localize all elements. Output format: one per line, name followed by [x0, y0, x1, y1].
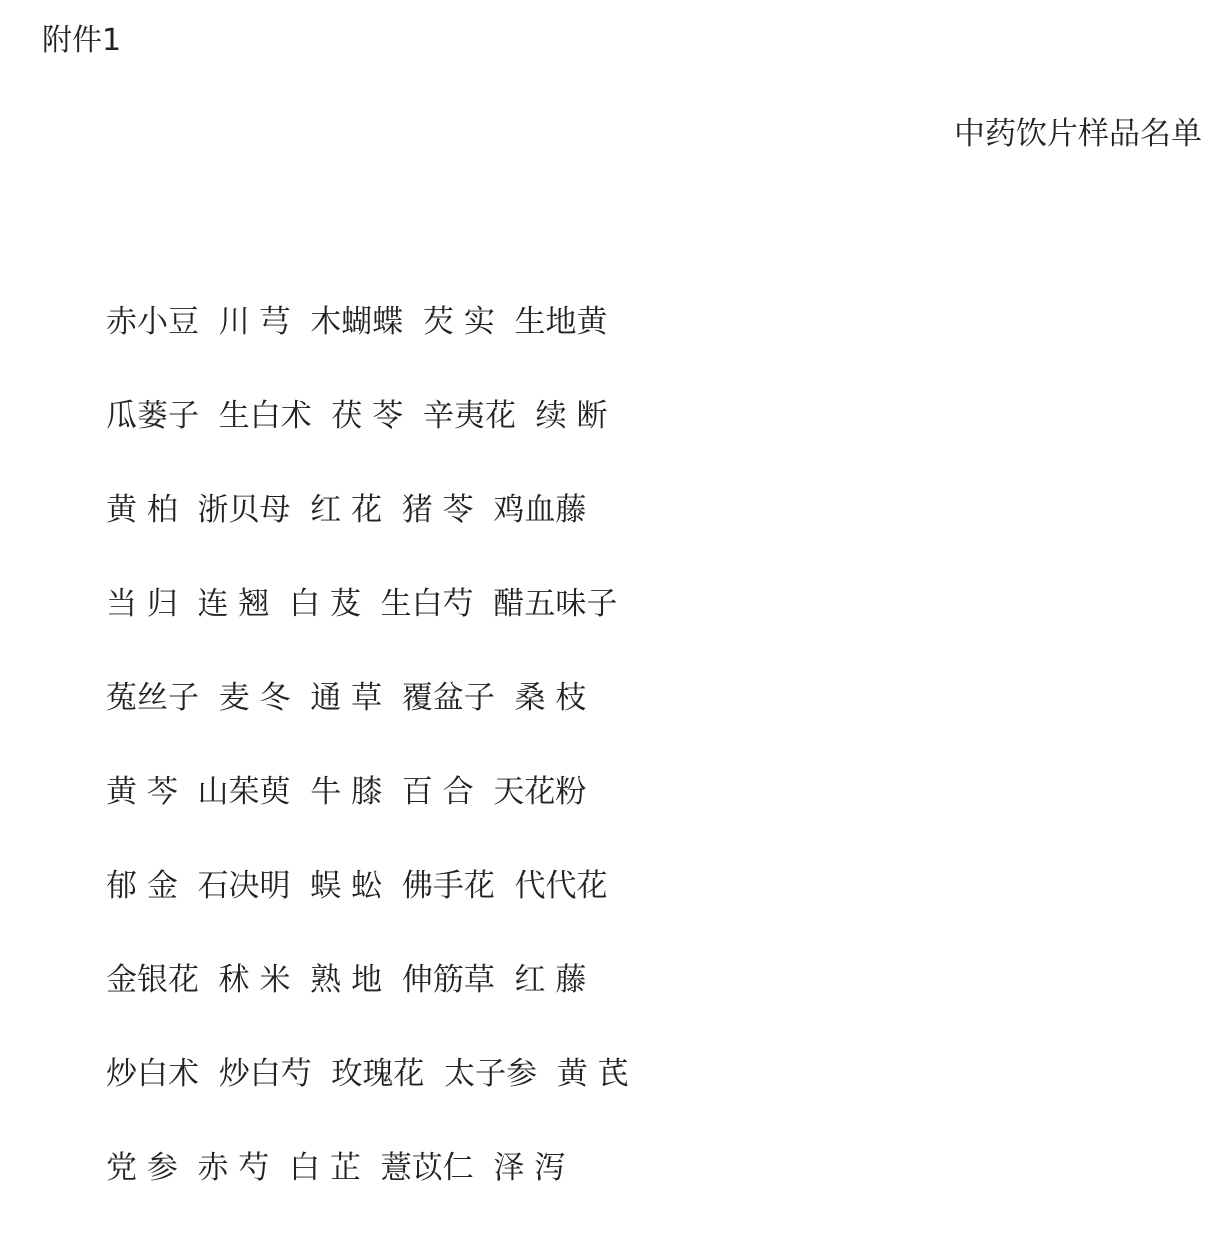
herb-row-1: 赤小豆 川 芎 木蝴蝶 芡 实 生地黄 — [106, 304, 608, 340]
herb-row-10: 党 参 赤 芍 白 芷 薏苡仁 泽 泻 — [106, 1150, 566, 1186]
herb-row-6: 黄 芩 山茱萸 牛 膝 百 合 天花粉 — [106, 774, 587, 810]
document-title: 中药饮片样品名单 — [954, 116, 1202, 152]
herb-row-4: 当 归 连 翘 白 芨 生白芍 醋五味子 — [106, 586, 618, 622]
herb-row-5: 菟丝子 麦 冬 通 草 覆盆子 桑 枝 — [106, 680, 587, 716]
herb-row-3: 黄 柏 浙贝母 红 花 猪 苓 鸡血藤 — [106, 492, 587, 528]
herb-list — [106, 302, 629, 1242]
attachment-label: 附件1 — [42, 23, 122, 58]
herb-row-8: 金银花 秫 米 熟 地 伸筋草 红 藤 — [106, 962, 587, 998]
herb-row-7: 郁 金 石决明 蜈 蚣 佛手花 代代花 — [106, 868, 608, 904]
herb-row-2: 瓜蒌子 生白术 茯 苓 辛夷花 续 断 — [106, 398, 608, 434]
herb-row-9: 炒白术 炒白芍 玫瑰花 太子参 黄 芪 — [106, 1056, 629, 1092]
